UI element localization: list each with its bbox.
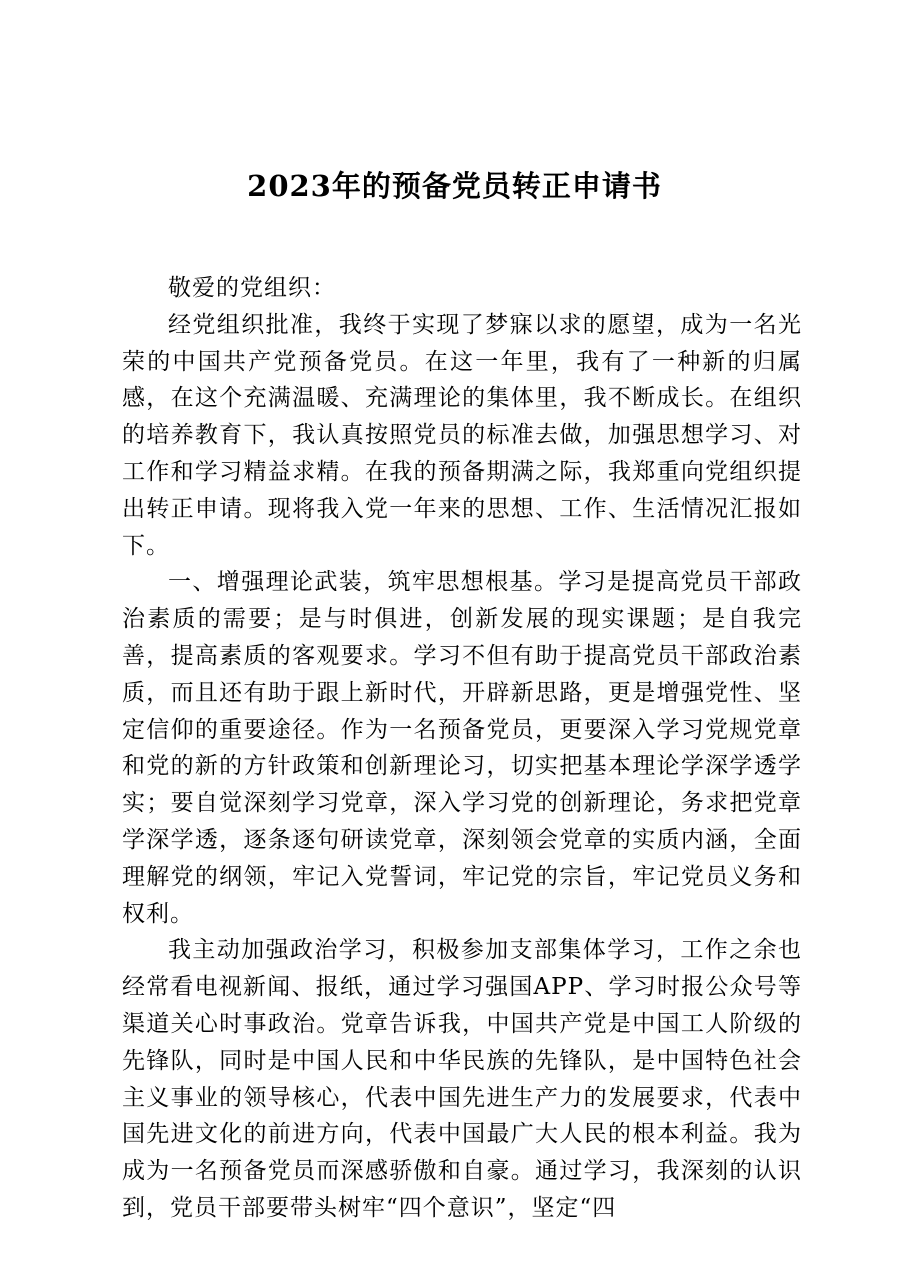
document-body [122,270,802,1227]
salutation: 敬爱的党组织： [168,275,336,301]
paragraph-section-one: 一、增强理论武装，筑牢思想根基。学习是提高党员干部政治素质的需要；是与时俱进，创新发展的现实课题；是自我完善，提高素质的客观要求。学习不但有助于提高党员干部政治素质，而且还有助于跟上新时代，开辟新思路，更是增强党性、坚定信仰的重要途径。作为一名预备党员，更要深入学习党规党章和党的新的方针政策和创新理论习，切实把基本理论学深学透学实；要自觉深刻学习党章，深入学习党的创新理论，务求把党章学深学透，逐条逐句研读党章，深刻领会党章的实质内涵，全面理解党的纲领，牢记入党誓词，牢记党的宗旨，牢记党员义务和权利。 [122,569,802,927]
document-title: 2023年的预备党员转正申请书 [247,169,662,203]
paragraph-intro: 经党组织批准，我终于实现了梦寐以求的愿望，成为一名光荣的中国共产党预备党员。在这一年里，我有了一种新的归属感，在这个充满温暖、充满理论的集体里，我不断成长。在组织的培养教育下，我认真按照党员的标准去做，加强思想学习、对工作和学习精益求精。在我的预备期满之际，我郑重向党组织提出转正申请。现将我入党一年来的思想、工作、生活情况汇报如下。 [122,311,802,559]
paragraph-political-study: 我主动加强政治学习，积极参加支部集体学习，工作之余也经常看电视新闻、报纸，通过学习强国APP、学习时报公众号等渠道关心时事政治。党章告诉我，中国共产党是中国工人阶级的先锋队，同时是中国人民和中华民族的先锋队，是中国特色社会主义事业的领导核心，代表中国先进生产力的发展要求，代表中国先进文化的前进方向，代表中国最广大人民的根本利益。我为成为一名预备党员而深感骄傲和自豪。通过学习，我深刻的认识到，党员干部要带头树牢“四个意识”，坚定“四 [122,937,802,1221]
